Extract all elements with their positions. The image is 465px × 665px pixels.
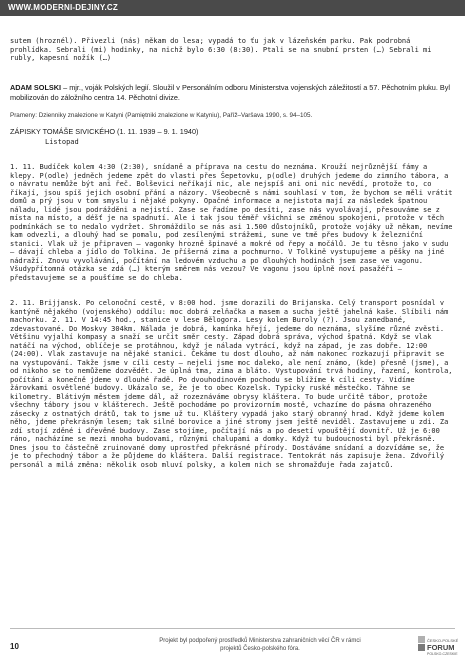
diary-title: ZÁPISKY TOMÁŠE SIVICKÉHO (1. 11. 1939 – 9. 1. 1940) [10,127,199,136]
diary-entry: 2. 11. Brijjansk. Po celonoční cestě, v 8:00 hod. jsme dorazili do Brijanska. Celý transport posnídal v kantýně nějakého (vojenského) oddílu: moc dobrá zelňačka a masem a sucha ještě jahelná kaše. Slíbili nám machorku. 2. 11. V 14:45 hod., stanice v lese Bělogora. Lesy kolem Buroly (?). Jsou zanedbané, zdevastované. Do Moskvy 304km. Nálada je dobrá, kamínka hřejí, jedeme do neznáma, slyšíme různé zvěsti. Většinu vyjalhí kompasy a snaží se určit směr cesty. Západ dobrá správa, východ špatná. Když se vlak natáčí na východ, oblíčeje se protáhnou, když je nálada vytrácí, když na západ, je zas dobře. 12:00 (24:00). Vlak zastavuje na nějaké stanici. Čekáme tu dost dlouho, až nám nakonec rozkazují připravit se na vystupování. Takže jsme v cíli cesty – nejeli jsme moc daleko, ale není známo, (kde) přesně (jsme), a od nikoho se to nemůžeme dozvědět. Je úplná tma, zima a bláto. Vystupování trvá hodiny, řazení, kontrola, počítání a konečně jdeme v dlouhé řadě. Po dvouhodinovém pochodu se blížíme k cíli cesty. Vidíme žárovkami osvětlené budovy. Ukázalo se, že je to obec Kozelsk. Typicky ruské městečko. Táhne se kilometry. Blátivým městem jdeme dál, až rozeznáváme obrysy kláštera. To bude určitě tábor, protože všechny tábory jsou v klášterech. Ještě pochodáme po provizorním mostě, vchazíme do pásma ohrazeného zásecky z ostnatých drátů, tak to jsme už tu. Kláštery vypadá jako starý obranný hrad. Když jdeme kolem něho, jdeme překrásným lesem; tak silné borovice a jiné stromy jsem ještě neviděl. Zastavujeme u zdi. Za zdí stojí zděné i dřevěné budovy. Zase stojíme, počítají nás a po desetí vpouštějí dovnitř. Už je 6:00 ráno, nacházíme se mezi mnoha budovami, různými chalupami a domky. Když tu budoucnosti byl překrásně. Dnes jsou to částečně zruinované domy uprostřed překrásné přírody. Dostáváme snídaní a dozvídáme se, že je to přechodný tábor a že půjdeme do kláštera. Další registrace. Tentokrát nás zapisuje žena. Zdvořilý personál a milá změna: několik osob mluví polsky, a kolem nich se shromažďuje řada zajatců. [10,299,457,469]
diary-month-label: Listopad [45,138,79,146]
page-number: 10 [10,642,19,651]
support-line: Projekt byl podpořený prostředků Ministerstva zahraničních věcí ČR v rámci [159,638,361,644]
svg-text:POLSKO-CZESKIE: POLSKO-CZESKIE [427,652,458,656]
source-note: Prameny: Dzienniky znalezione w Katyni (Pamiętniki znalezione w Katyniu), Paříž–Varšava 1990, s. 94–105. [10,112,313,119]
czech-polish-forum-logo [418,634,458,660]
bio-text: – mjr., voják Polských legií. Sloužil v Personálním odboru Ministerstva vojenských záležitostí a 57. Pěchotním pluku. Byl mobilizován do záložního centra 14. Pěchotní divize. [10,83,451,102]
site-header-bar [0,0,465,16]
svg-text:FORUM: FORUM [427,643,455,652]
footer-divider [10,628,455,629]
svg-text:ČESKO-POLSKÉ: ČESKO-POLSKÉ [427,638,458,643]
support-line: projektů Česko-polského fóra. [220,646,300,652]
diary-entry: 1. 11. Budíček kolem 4:30 (2:30), snídaně a příprava na cestu do neznáma. Krouží nejrůznější fámy a klepy. P(odle) jedněch jedeme zpět do vlasti přes Šepetovku, p(odle) druhých jedeme do zimního tábora, a o návratu nemůže být ani řeč. Bolševici neříkají nic, ale nejspíš ani oni nic nevědí, protože to, co říkají, jsou spíš jejich osobní přání a názory. Všeobecně s námi souhlasí v tom, že bychom se měli vrátit domů a prý jsou v tom smyslu i nějaké pokyny. Opačné informace a nejistota mají za následek špatnou náladu, lidé jsou podrážděni a nejistí. Zase se řadíme po desíti, zase nás vyvolávají, přesouváme se z místa na místo, a déšť je na spadnutí. Ale i tak jsou téměř všichni se změnou spokojeni, protože v těch podmínkách se to nedalo vydržet. Shromáždilo se nás asi 1.500 důstojníků, protože vojáky už někam, nevíme kam odvezli, a dlouhý had se pomalu, pod zesílenými strážemi, sune ve tmě přes budovy k železniční stanici. Vlak už je připraven – vagonky hrozně špinavé a mokré od řepy a močálů. Je tu těsno jako v sudu – dávají chleba a jídlo do Tolkina. Je příšerná zima a pochmurno. V Tolkině vystupujeme a pěšky na jiné nádraží. Znovu vyvolávání, počítání na ledovém vzduchu a po dlouhých hodinách jsem zase ve vagonu. Všudypřítomná otázka se zdá (…) kterým směrem nás vezou? Ve vagonu jsou úplně noví pasažéři – představujeme se a poušťíme se do chleba. [10,163,457,282]
diary-body [10,146,455,478]
intro-text [10,20,455,71]
bio-name: ADAM SOLSKI [10,83,62,92]
biography-note [10,83,455,102]
site-url: WWW.MODERNI-DEJINY.CZ [8,3,118,12]
support-note [100,637,420,653]
intro-paragraph: sutem (hroznél). Přivezli (nás) někam do lesa; vypadá to ťu jak v lázeňském parku. Pak podrobná prohlídka. Sebrali (mi) hodinky, na nichž bylo 6:30 (8:30). Ptali se na snubní prsten (…) Sebrali mi rubly, kapesní nožík (…) [10,37,436,62]
